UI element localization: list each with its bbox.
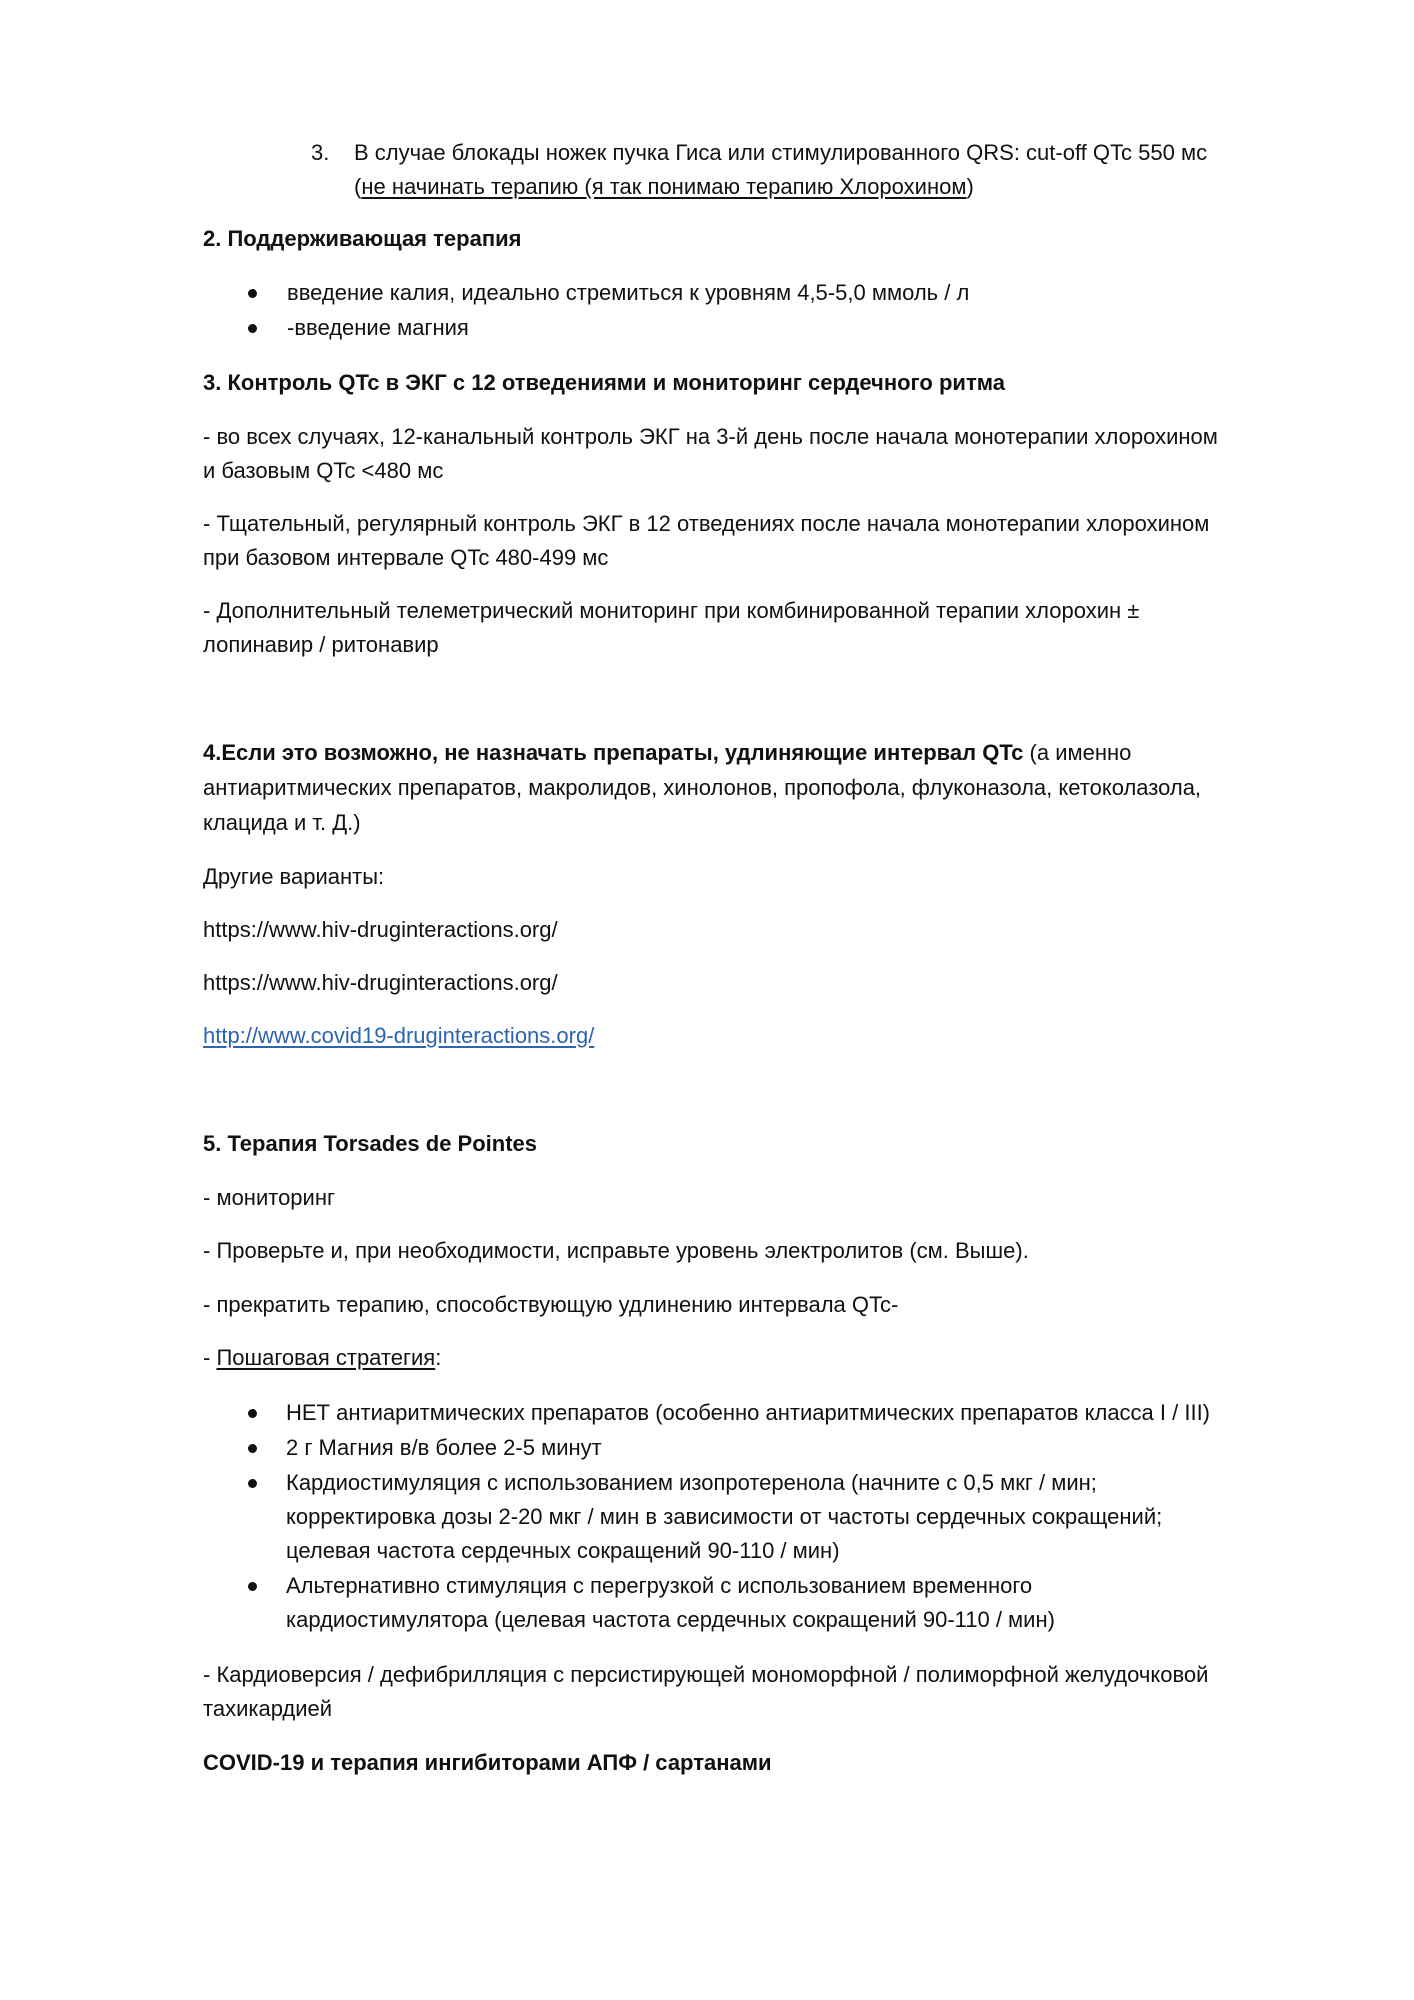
paragraph-line: тахикардией bbox=[203, 1696, 333, 1721]
paragraph-line: - Тщательный, регулярный контроль ЭКГ в 12 отведениях после начала монотерапии хлорохином bbox=[203, 511, 1210, 536]
bullet-icon bbox=[248, 1444, 257, 1453]
paragraph-line: и базовым QTc <480 мс bbox=[203, 458, 444, 483]
paragraph-line: клацида и т. Д.) bbox=[203, 810, 361, 835]
bullet-icon bbox=[248, 289, 257, 298]
strategy-underlined: Пошаговая стратегия bbox=[216, 1345, 436, 1370]
url-text: https://www.hiv-druginteractions.org/ bbox=[203, 917, 558, 942]
other-options-label: Другие варианты: bbox=[203, 864, 385, 889]
bullet-icon bbox=[248, 1409, 257, 1418]
url-text: https://www.hiv-druginteractions.org/ bbox=[203, 970, 558, 995]
paragraph-line: антиаритмических препаратов, макролидов, хинолонов, пропофола, флуконазола, кетоколазола, bbox=[203, 775, 1202, 800]
list-number: 3. bbox=[311, 140, 330, 165]
section-heading-torsades: 5. Терапия Torsades de Pointes bbox=[203, 1131, 538, 1156]
strategy-bullet-continued: целевая частота сердечных сокращений 90-110 / мин) bbox=[286, 1538, 840, 1563]
list-item-text: В случае блокады ножек пучка Гиса или стимулированного QRS: cut-off QTc 550 мс bbox=[354, 140, 1208, 165]
bullet-item: -введение магния bbox=[287, 315, 469, 340]
bullet-icon bbox=[248, 1479, 257, 1488]
section-heading-qtc-drugs bbox=[203, 736, 1131, 770]
strategy-bullet-continued: кардиостимулятора (целевая частота сердечных сокращений 90-110 / мин) bbox=[286, 1607, 1055, 1632]
paragraph-line: лопинавир / ритонавир bbox=[203, 632, 439, 657]
bullet-icon bbox=[248, 1582, 257, 1591]
paragraph-line: - во всех случаях, 12-канальный контроль ЭКГ на 3-й день после начала монотерапии хлорохином bbox=[203, 424, 1218, 449]
strategy-bullet: 2 г Магния в/в более 2-5 минут bbox=[286, 1435, 602, 1460]
heading-bold-part: 4.Если это возможно, не назначать препараты, удлиняющие интервал QTc bbox=[203, 740, 1024, 765]
stepwise-strategy-label bbox=[203, 1341, 441, 1375]
strategy-bullet-continued: корректировка дозы 2-20 мкг / мин в зависимости от частоты сердечных сокращений; bbox=[286, 1504, 1163, 1529]
bullet-item: введение калия, идеально стремиться к уровням 4,5-5,0 ммоль / л bbox=[287, 280, 970, 305]
section-heading-qtc-control: 3. Контроль QTc в ЭКГ с 12 отведениями и мониторинг сердечного ритма bbox=[203, 370, 1005, 395]
paren-close: ) bbox=[966, 174, 974, 199]
covid19-druginteractions-link[interactable]: http://www.covid19-druginteractions.org/ bbox=[203, 1023, 595, 1048]
dash: - bbox=[203, 1345, 217, 1370]
underlined-note: не начинать терапию (я так понимаю терапию Хлорохином bbox=[361, 174, 967, 199]
heading-rest: (а именно bbox=[1023, 740, 1132, 765]
paragraph-line: - Кардиоверсия / дефибрилляция с персистирующей мономорфной / полиморфной желудочковой bbox=[203, 1662, 1209, 1687]
strategy-bullet: НЕТ антиаритмических препаратов (особенно антиаритмических препаратов класса I / III) bbox=[286, 1400, 1211, 1425]
paragraph-line: - мониторинг bbox=[203, 1185, 335, 1210]
colon: : bbox=[435, 1345, 442, 1370]
paren-open: ( bbox=[354, 174, 362, 199]
paragraph-line: - Проверьте и, при необходимости, исправьте уровень электролитов (см. Выше). bbox=[203, 1238, 1029, 1263]
bullet-icon bbox=[248, 324, 257, 333]
list-item-text-continued bbox=[354, 170, 974, 204]
strategy-bullet: Кардиостимуляция с использованием изопротеренола (начните с 0,5 мкг / мин; bbox=[286, 1470, 1097, 1495]
paragraph-line: при базовом интервале QTc 480-499 мс bbox=[203, 545, 609, 570]
section-heading-supportive-therapy: 2. Поддерживающая терапия bbox=[203, 226, 522, 251]
paragraph-line: - прекратить терапию, способствующую удлинению интервала QTc- bbox=[203, 1292, 899, 1317]
strategy-bullet: Альтернативно стимуляция с перегрузкой с использованием временного bbox=[286, 1573, 1033, 1598]
paragraph-line: - Дополнительный телеметрический мониторинг при комбинированной терапии хлорохин ± bbox=[203, 598, 1140, 623]
section-heading-covid-ace: COVID-19 и терапия ингибиторами АПФ / сартанами bbox=[203, 1750, 772, 1775]
